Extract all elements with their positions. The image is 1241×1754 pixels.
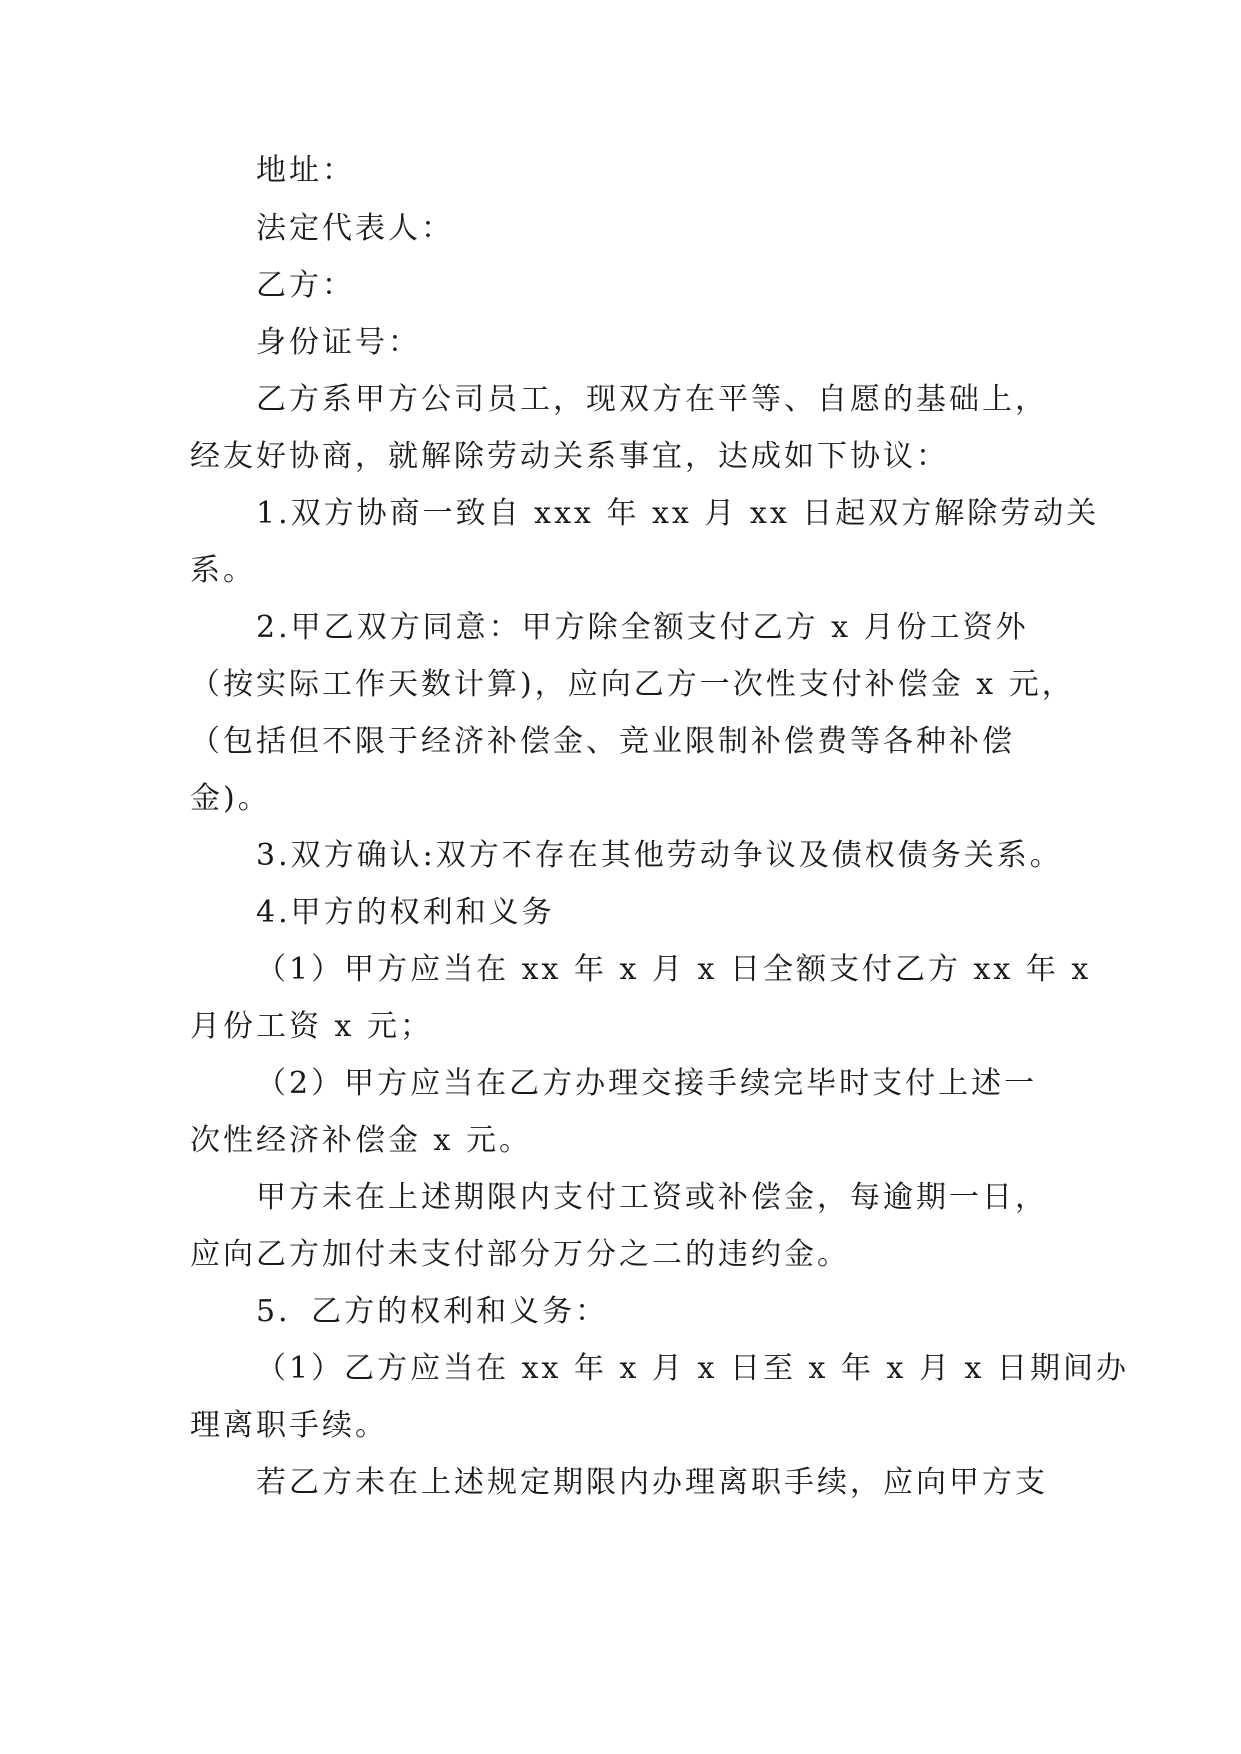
clause-4-heading: 4.甲方的权利和义务	[256, 895, 555, 930]
clause-4-item-2-line-2: 次性经济补偿金 x 元。	[190, 1123, 532, 1158]
party-b-label: 乙方：	[256, 268, 355, 303]
address-label: 地址：	[256, 153, 355, 188]
clause-2-line-1: 2.甲乙双方同意：甲方除全额支付乙方 x 月份工资外	[256, 610, 1029, 645]
clause-2-line-2: （按实际工作天数计算)，应向乙方一次性支付补偿金 x 元，	[190, 667, 1075, 702]
clause-5-heading: 5．乙方的权利和义务：	[256, 1294, 609, 1329]
paragraph-intro-line-2: 经友好协商，就解除劳动关系事宜，达成如下协议：	[190, 439, 949, 474]
clause-4-item-2-line-1: （2）甲方应当在乙方办理交接手续完毕时支付上述一	[256, 1066, 1038, 1101]
clause-4-item-1-line-2: 月份工资 x 元；	[190, 1009, 433, 1044]
clause-3-line: 3.双方确认:双方不存在其他劳动争议及债权债务关系。	[256, 838, 1063, 873]
clause-5-item-1-line-2: 理离职手续。	[190, 1408, 388, 1443]
penalty-paragraph-line-2: 应向乙方加付未支付部分万分之二的违约金。	[190, 1237, 850, 1272]
clause-1-line-1: 1.双方协商一致自 xxx 年 xx 月 xx 日起双方解除劳动关	[256, 496, 1100, 531]
paragraph-intro-line-1: 乙方系甲方公司员工，现双方在平等、自愿的基础上，	[256, 382, 1048, 417]
clause-2-line-3: （包括但不限于经济补偿金、竞业限制补偿费等各种补偿	[190, 724, 1015, 759]
penalty-paragraph-line-1: 甲方未在上述期限内支付工资或补偿金，每逾期一日，	[256, 1180, 1048, 1215]
clause-5-penalty-line: 若乙方未在上述规定期限内办理离职手续，应向甲方支	[256, 1465, 1048, 1500]
id-number-label: 身份证号：	[256, 325, 421, 360]
clause-1-line-2: 系。	[190, 553, 256, 588]
legal-representative-label: 法定代表人：	[256, 211, 454, 246]
clause-2-line-4: 金)。	[190, 781, 271, 816]
clause-4-item-1-line-1: （1）甲方应当在 xx 年 x 月 x 日全额支付乙方 xx 年 x	[256, 952, 1092, 987]
clause-5-item-1-line-1: （1）乙方应当在 xx 年 x 月 x 日至 x 年 x 月 x 日期间办	[256, 1351, 1129, 1386]
